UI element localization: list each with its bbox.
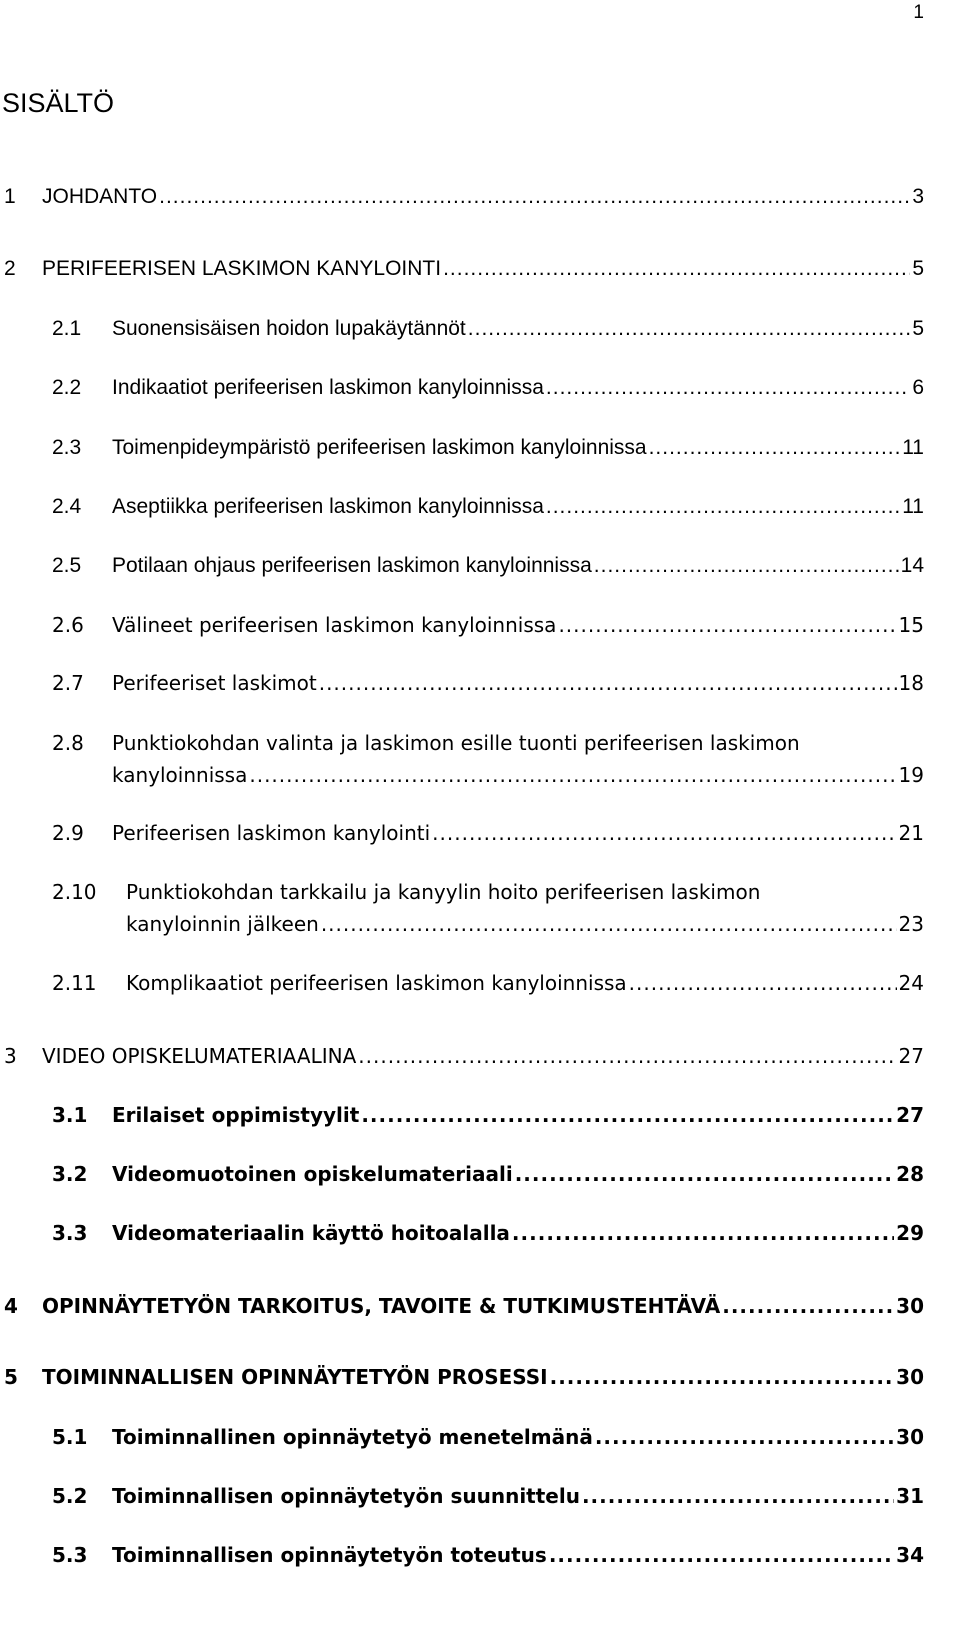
toc-page: 21 xyxy=(898,821,924,845)
toc-number: 3 xyxy=(4,1044,17,1068)
toc-leader xyxy=(443,253,910,285)
toc-number: 1 xyxy=(4,185,16,208)
toc-page: 3 xyxy=(912,185,924,208)
toc-label: Toiminnallisen opinnäytetyön toteutus xyxy=(112,1543,547,1567)
toc-leader xyxy=(546,372,910,404)
toc-entry-5-2[interactable] xyxy=(52,1480,924,1512)
toc-entry-3-2[interactable] xyxy=(52,1158,924,1190)
toc-label: Perifeeriset laskimot xyxy=(112,671,317,695)
toc-leader xyxy=(515,1158,894,1190)
toc-leader xyxy=(549,1539,894,1571)
toc-label: Videomateriaalin käyttö hoitoalalla xyxy=(112,1221,510,1245)
toc-number: 2.9 xyxy=(52,821,84,845)
toc-leader xyxy=(512,1217,894,1249)
toc-entry-2-9[interactable] xyxy=(52,817,924,849)
toc-entry-2-3[interactable] xyxy=(52,432,924,464)
toc-leader xyxy=(558,609,896,641)
toc-page: 24 xyxy=(898,971,924,995)
page-number: 1 xyxy=(913,2,924,23)
toc-number: 2.5 xyxy=(52,554,82,577)
toc-label: Toimenpideympäristö perifeerisen laskimon kanyloinnissa xyxy=(112,436,647,459)
toc-page: 11 xyxy=(902,495,924,518)
toc-label: Toiminnallisen opinnäytetyön suunnittelu xyxy=(112,1484,580,1508)
toc-page: 27 xyxy=(896,1103,924,1127)
toc-number: 3.3 xyxy=(52,1221,88,1245)
toc-entry-2[interactable] xyxy=(4,253,924,285)
toc-page: 18 xyxy=(898,671,924,695)
toc-entry-5-3[interactable] xyxy=(52,1539,924,1571)
toc-page: 5 xyxy=(912,317,924,340)
toc-leader xyxy=(321,908,897,940)
toc-entry-5-1[interactable] xyxy=(52,1421,924,1453)
toc-number: 2.11 xyxy=(52,971,97,995)
toc-page: 34 xyxy=(896,1543,924,1567)
toc-number: 2.10 xyxy=(52,880,97,904)
toc-number: 5.3 xyxy=(52,1543,88,1567)
toc-number: 4 xyxy=(4,1294,18,1318)
toc-number: 2.3 xyxy=(52,436,82,459)
toc-page: 31 xyxy=(896,1484,924,1508)
toc-number: 3.1 xyxy=(52,1103,88,1127)
toc-entry-2-2[interactable] xyxy=(52,372,924,404)
toc-number: 2.6 xyxy=(52,613,84,637)
toc-number: 2.7 xyxy=(52,671,84,695)
toc-number: 2.4 xyxy=(52,495,82,518)
toc-label-continued: kanyloinnin jälkeen xyxy=(126,912,319,936)
toc-leader xyxy=(595,1421,894,1453)
toc-entry-5[interactable] xyxy=(4,1361,924,1393)
toc-page: 28 xyxy=(896,1162,924,1186)
toc-number: 5.1 xyxy=(52,1425,88,1449)
toc-entry-2-5[interactable] xyxy=(52,550,924,582)
toc-number: 5.2 xyxy=(52,1484,88,1508)
toc-leader xyxy=(358,1040,896,1072)
toc-entry-2-1[interactable] xyxy=(52,313,924,345)
toc-leader xyxy=(319,667,897,699)
toc-entry-2-11[interactable] xyxy=(52,967,924,999)
toc-label: Suonensisäisen hoidon lupakäytännöt xyxy=(112,317,466,340)
toc-leader xyxy=(546,491,900,523)
toc-label: OPINNÄYTETYÖN TARKOITUS, TAVOITE & TUTKIMUSTEHTÄVÄ xyxy=(42,1294,721,1318)
toc-leader xyxy=(432,817,896,849)
toc-label: JOHDANTO xyxy=(42,185,158,208)
toc-leader xyxy=(249,759,896,791)
toc-page: 15 xyxy=(898,613,924,637)
toc-label-continued: kanyloinnissa xyxy=(112,763,248,787)
toc-number: 2 xyxy=(4,257,16,280)
toc-page: 19 xyxy=(898,763,924,787)
toc-number: 2.2 xyxy=(52,376,82,399)
toc-page: 30 xyxy=(896,1294,924,1318)
toc-leader xyxy=(629,967,897,999)
toc-leader xyxy=(468,313,911,345)
toc-label: Välineet perifeerisen laskimon kanyloinnissa xyxy=(112,613,557,637)
toc-leader xyxy=(594,550,899,582)
toc-entry-3[interactable] xyxy=(4,1040,924,1072)
toc-number: 3.2 xyxy=(52,1162,88,1186)
toc-page: 30 xyxy=(896,1425,924,1449)
toc-number: 2.8 xyxy=(52,731,84,755)
toc-label: PERIFEERISEN LASKIMON KANYLOINTI xyxy=(42,257,442,280)
toc-page: 11 xyxy=(902,436,924,459)
toc-leader xyxy=(582,1480,894,1512)
toc-leader xyxy=(722,1290,894,1322)
toc-page: 6 xyxy=(912,376,924,399)
toc-leader xyxy=(159,181,910,213)
toc-label: Punktiokohdan tarkkailu ja kanyylin hoito perifeerisen laskimon xyxy=(126,880,761,904)
toc-page: 14 xyxy=(900,554,924,577)
toc-entry-1[interactable] xyxy=(4,181,924,213)
toc-label: Komplikaatiot perifeerisen laskimon kanyloinnissa xyxy=(126,971,627,995)
toc-entry-4[interactable] xyxy=(4,1290,924,1322)
toc-page: 5 xyxy=(912,257,924,280)
toc-label: Toiminnallinen opinnäytetyö menetelmänä xyxy=(112,1425,593,1449)
toc-label: Potilaan ohjaus perifeerisen laskimon kanyloinnissa xyxy=(112,554,592,577)
toc-label: Aseptiikka perifeerisen laskimon kanyloinnissa xyxy=(112,495,544,518)
toc-label: VIDEO OPISKELUMATERIAALINA xyxy=(42,1044,357,1068)
toc-label: TOIMINNALLISEN OPINNÄYTETYÖN PROSESSI xyxy=(42,1365,548,1389)
toc-label: Videomuotoinen opiskelumateriaali xyxy=(112,1162,513,1186)
toc-entry-2-8[interactable] xyxy=(52,727,924,791)
toc-label: Perifeerisen laskimon kanylointi xyxy=(112,821,431,845)
toc-entry-3-3[interactable] xyxy=(52,1217,924,1249)
toc-entry-3-1[interactable] xyxy=(52,1099,924,1131)
toc-page: 29 xyxy=(896,1221,924,1245)
toc-page: 27 xyxy=(898,1044,924,1068)
toc-page: 23 xyxy=(898,912,924,936)
toc-number: 5 xyxy=(4,1365,18,1389)
page-title: SISÄLTÖ xyxy=(2,88,115,118)
toc-entry-2-10[interactable] xyxy=(52,876,924,940)
toc-entry-2-4[interactable] xyxy=(52,491,924,523)
toc-number: 2.1 xyxy=(52,317,82,340)
toc-label: Indikaatiot perifeerisen laskimon kanyloinnissa xyxy=(112,376,544,399)
toc-page: 30 xyxy=(896,1365,924,1389)
toc-label: Erilaiset oppimistyylit xyxy=(112,1103,360,1127)
toc-leader xyxy=(550,1361,895,1393)
toc-label: Punktiokohdan valinta ja laskimon esille tuonti perifeerisen laskimon xyxy=(112,731,800,755)
toc-entry-2-6[interactable] xyxy=(52,609,924,641)
toc-leader xyxy=(649,432,901,464)
toc-leader xyxy=(361,1099,894,1131)
toc-entry-2-7[interactable] xyxy=(52,667,924,699)
